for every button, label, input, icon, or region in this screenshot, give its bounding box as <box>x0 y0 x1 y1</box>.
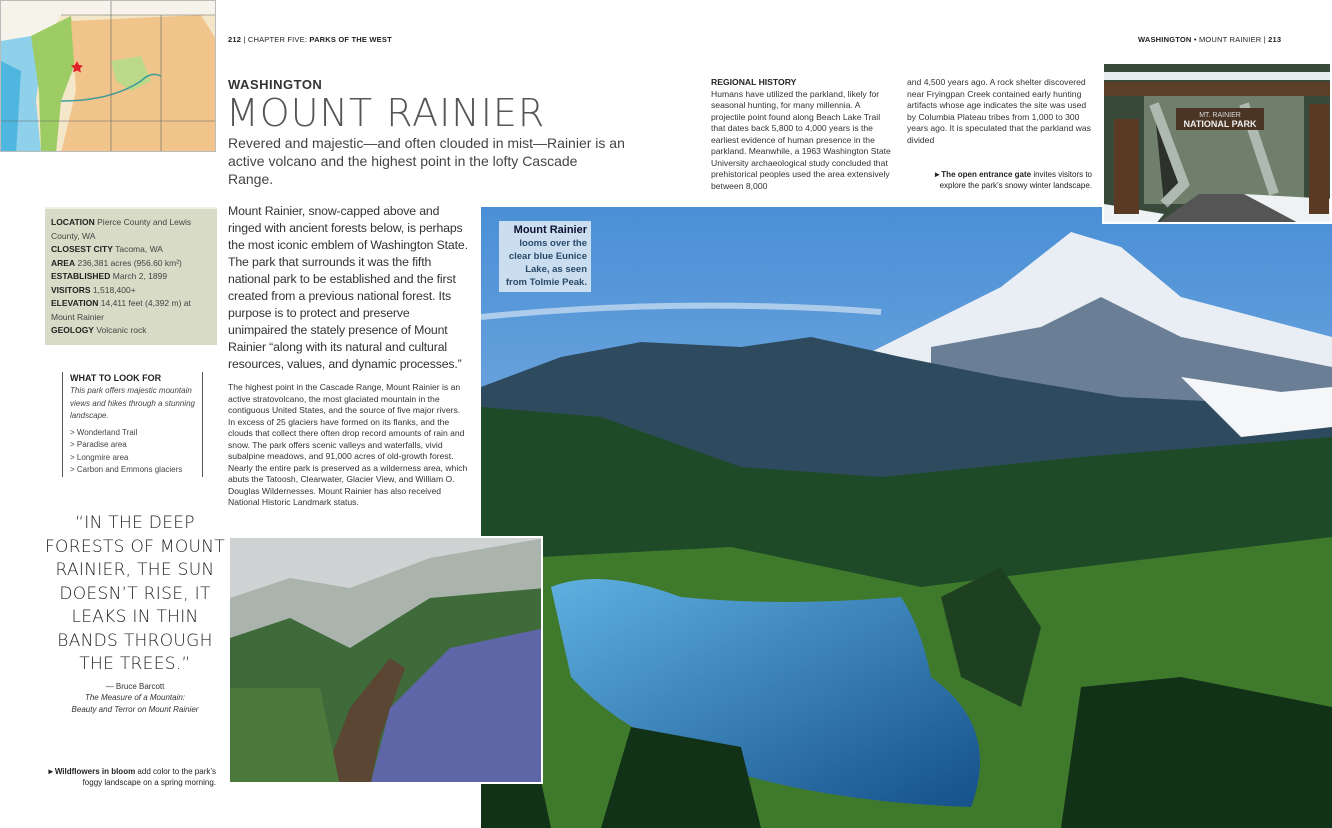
quote-book-title: The Measure of a Mountain: <box>84 693 186 702</box>
photo-caption: Mount Rainier looms over the clear blue Eunice Lake, as seen from Tolmie Peak. <box>499 221 591 292</box>
history-text: Humans have utilized the parkland, likely for seasonal hunting, for many millennia. A projectile point found along Beach Lake Trail that dates back 5,800 to 4,000 years is the earliest evidence of human presence in the parkland. Meanwhile, a 1963 Washington State University archaeological study concluded that prehistorical peoples used the area extensively between 8,000 <box>711 88 891 191</box>
fact-elevation: ELEVATION 14,411 feet (4,392 m) at Mount Rainier <box>51 298 191 322</box>
fact-geology: GEOLOGY Volcanic rock <box>51 325 147 335</box>
running-header-left: 212 | CHAPTER FIVE: PARKS OF THE WEST <box>228 35 392 44</box>
gate-sign-line1: MT. RAINIER <box>1199 112 1241 119</box>
body-paragraph: The highest point in the Cascade Range, Mount Rainier is an active stratovolcano, the most glaciated mountain in the contiguous United States, and the source of five major rivers. In excess of 25 glaciers have formed on its flanks, and the clouds that collect there often drop record amounts of rain and snow. The park offers scenic valleys and waterfalls, vivid subalpine meadows, and 91,000 acres of old-growth forest. Nearly the entire park is preserved as a wilderness area, which abuts the Tatoosh, Clearwater, Glacier View, and William O. Douglas Wildernesses. Mount Rainier has also received National Historic Landmark status. <box>228 382 468 507</box>
gate-caption: ►The open entrance gate invites visitors to explore the park’s snowy winter landscape. <box>933 170 1092 190</box>
quote-author: — Bruce Barcott <box>105 681 165 691</box>
regional-history-continued: and 4,500 years ago. A rock shelter discovered near Fryingpan Creek contained early hunting artifacts whose age indicates the site was used by Columbia Plateau tribes from 1,000 to 300 years ago. It is speculated that the parkland was divided <box>907 77 1091 145</box>
wildflower-caption: ►Wildflowers in bloom add color to the park’s foggy landscape on a spring morning. <box>46 767 216 787</box>
page-title: MOUNT RAINIER <box>226 91 546 135</box>
what-to-look-for <box>62 372 203 477</box>
fact-area: AREA 236,381 acres (956.60 km²) <box>51 257 182 268</box>
fact-box <box>45 207 217 345</box>
title-block <box>226 77 646 188</box>
list-item: > Longmire area <box>70 452 129 462</box>
pull-quote: “IN THE DEEP FORESTS OF MOUNT RAINIER, THE SUN DOESN’T RISE, IT LEAKS IN THIN BANDS THROUGH THE TREES.” <box>44 513 226 674</box>
state-label: WASHINGTON <box>228 77 323 92</box>
fact-closest-city: CLOSEST CITY Tacoma, WA <box>51 244 163 254</box>
running-header-right: WASHINGTON • MOUNT RAINIER | 213 <box>1138 35 1282 44</box>
fact-visitors: VISITORS 1,518,400+ <box>51 284 136 295</box>
quote-attribution <box>40 681 230 716</box>
look-for-intro: This park offers majestic mountain views and hikes through a stunning landscape. <box>70 386 195 420</box>
regional-history <box>711 77 891 192</box>
fact-established: ESTABLISHED March 2, 1899 <box>51 271 168 281</box>
gate-sign-line2: NATIONAL PARK <box>1183 119 1257 129</box>
quote-book-subtitle: Beauty and Terror on Mount Rainier <box>71 704 199 714</box>
fact-location: LOCATION Pierce County and Lewis County, WA <box>51 217 192 241</box>
subtitle: Revered and majestic—and often clouded in mist—Rainier is an active volcano and the highest point in the lofty Cascade Range. <box>228 135 625 187</box>
intro-paragraph: Mount Rainier, snow-capped above and ringed with ancient forests below, is perhaps the most iconic emblem of Washington State. The park that surrounds it was the fifth national park to be established and the first created from a previous national forest. Its purpose is to protect and preserve unimpaired the stately presence of Mount Rainier “along with its natural and cultural resources, values, and dynamic processes.” <box>228 204 468 371</box>
mount-rainier-lake-photo <box>481 207 1332 828</box>
list-item: > Wonderland Trail <box>70 427 138 437</box>
quote-column <box>40 512 230 788</box>
entrance-gate-photo <box>1102 62 1332 224</box>
body-column <box>228 203 468 509</box>
history-title: REGIONAL HISTORY <box>711 77 797 87</box>
wildflowers-photo <box>228 536 543 784</box>
look-for-title: WHAT TO LOOK FOR <box>70 373 162 383</box>
list-item: > Paradise area <box>70 440 127 449</box>
list-item: > Carbon and Emmons glaciers <box>70 465 183 474</box>
locator-map <box>0 0 216 152</box>
